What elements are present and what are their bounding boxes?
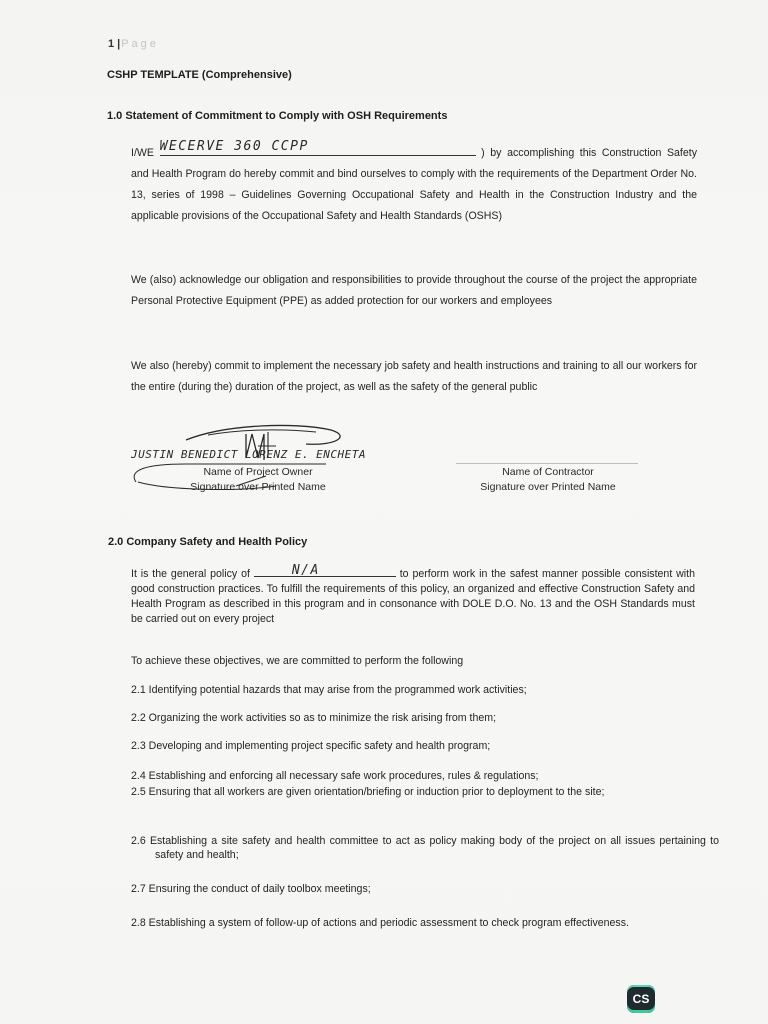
commitment-paragraph xyxy=(131,139,698,227)
camscanner-logo xyxy=(627,985,655,1013)
owner-signature-label: Signature over Printed Name xyxy=(190,481,326,493)
list-item: 2.2 Organizing the work activities so as to minimize the risk arising from them; xyxy=(131,712,497,724)
list-item: 2.1 Identifying potential hazards that may arise from the programmed work activities; xyxy=(131,684,527,696)
company-name-handwritten: WECERVE 360 CCPP xyxy=(159,139,309,154)
page-number-value: 1 | xyxy=(108,38,121,50)
list-item: 2.5 Ensuring that all workers are given orientation/briefing or induction prior to deployment to the site; xyxy=(131,786,605,798)
policy-prefix: It is the general policy of xyxy=(131,568,250,580)
list-item: 2.7 Ensuring the conduct of daily toolbox meetings; xyxy=(131,883,371,895)
commitment-text: Safety and Health Program do hereby commit and bind ourselves to comply with the requirements of the Department Order No. 13, series of 1998 – Guidelines Governing Occupational Safety and Health in the Construction Industry and the applicable provisions of the Occupational Safety and Health Standards (OSHS) xyxy=(131,147,698,222)
policy-company-handwritten: N/A xyxy=(291,563,320,578)
camscanner-logo-text: CS xyxy=(632,992,650,1006)
contractor-name-label: Name of Contractor xyxy=(502,466,594,478)
training-paragraph: We also (hereby) commit to implement the necessary job safety and health instructions and training to all our workers for the entire (during the) duration of the project, as well as the safety of the general public xyxy=(131,360,697,393)
iwe-prefix: I/WE xyxy=(131,147,154,159)
owner-name-label: Name of Project Owner xyxy=(203,466,313,478)
owner-name-handwritten: JUSTIN BENEDICT LORENZ E. ENCHETA xyxy=(131,448,367,461)
list-item: 2.6 Establishing a site safety and health committee to act as policy making body of the project on all issues pertaining to safety and health; xyxy=(131,835,719,861)
commitment-line1-tail: ) by accomplishing this Construction xyxy=(481,147,662,159)
policy-line1-tail: to perform work in the safest manner possible xyxy=(399,568,621,580)
contractor-signature-label: Signature over Printed Name xyxy=(480,481,616,493)
policy-company-field xyxy=(254,564,396,577)
objectives-intro: To achieve these objectives, we are committed to perform the following xyxy=(131,655,464,667)
list-item: 2.8 Establishing a system of follow-up of actions and periodic assessment to check program effectiveness. xyxy=(131,917,629,929)
list-item: 2.3 Developing and implementing project specific safety and health program; xyxy=(131,740,491,752)
document-title: CSHP TEMPLATE (Comprehensive) xyxy=(107,69,292,81)
ppe-paragraph: We (also) acknowledge our obligation and responsibilities to provide throughout the course of the project the appropriate Personal Protective Equipment (PPE) as added protection for our workers and employees xyxy=(131,274,697,307)
section-2-heading: 2.0 Company Safety and Health Policy xyxy=(108,536,308,548)
page-word: P a g e xyxy=(121,38,156,50)
page-number xyxy=(108,38,156,50)
section-1-heading: 1.0 Statement of Commitment to Comply with OSH Requirements xyxy=(107,110,448,122)
company-name-field xyxy=(159,139,476,156)
contractor-signature-line xyxy=(456,463,638,464)
list-item: 2.4 Establishing and enforcing all necessary safe work procedures, rules & regulations; xyxy=(131,770,539,782)
policy-paragraph xyxy=(131,564,695,627)
policy-text: consistent with good construction practices. To fulfill the requirements of this policy, an organized and effective Construction Safety and Health Program as described in this program and in consonance with DOLE D.O. No. 13 and the OSH Standards must be carried out on every project xyxy=(131,568,695,625)
